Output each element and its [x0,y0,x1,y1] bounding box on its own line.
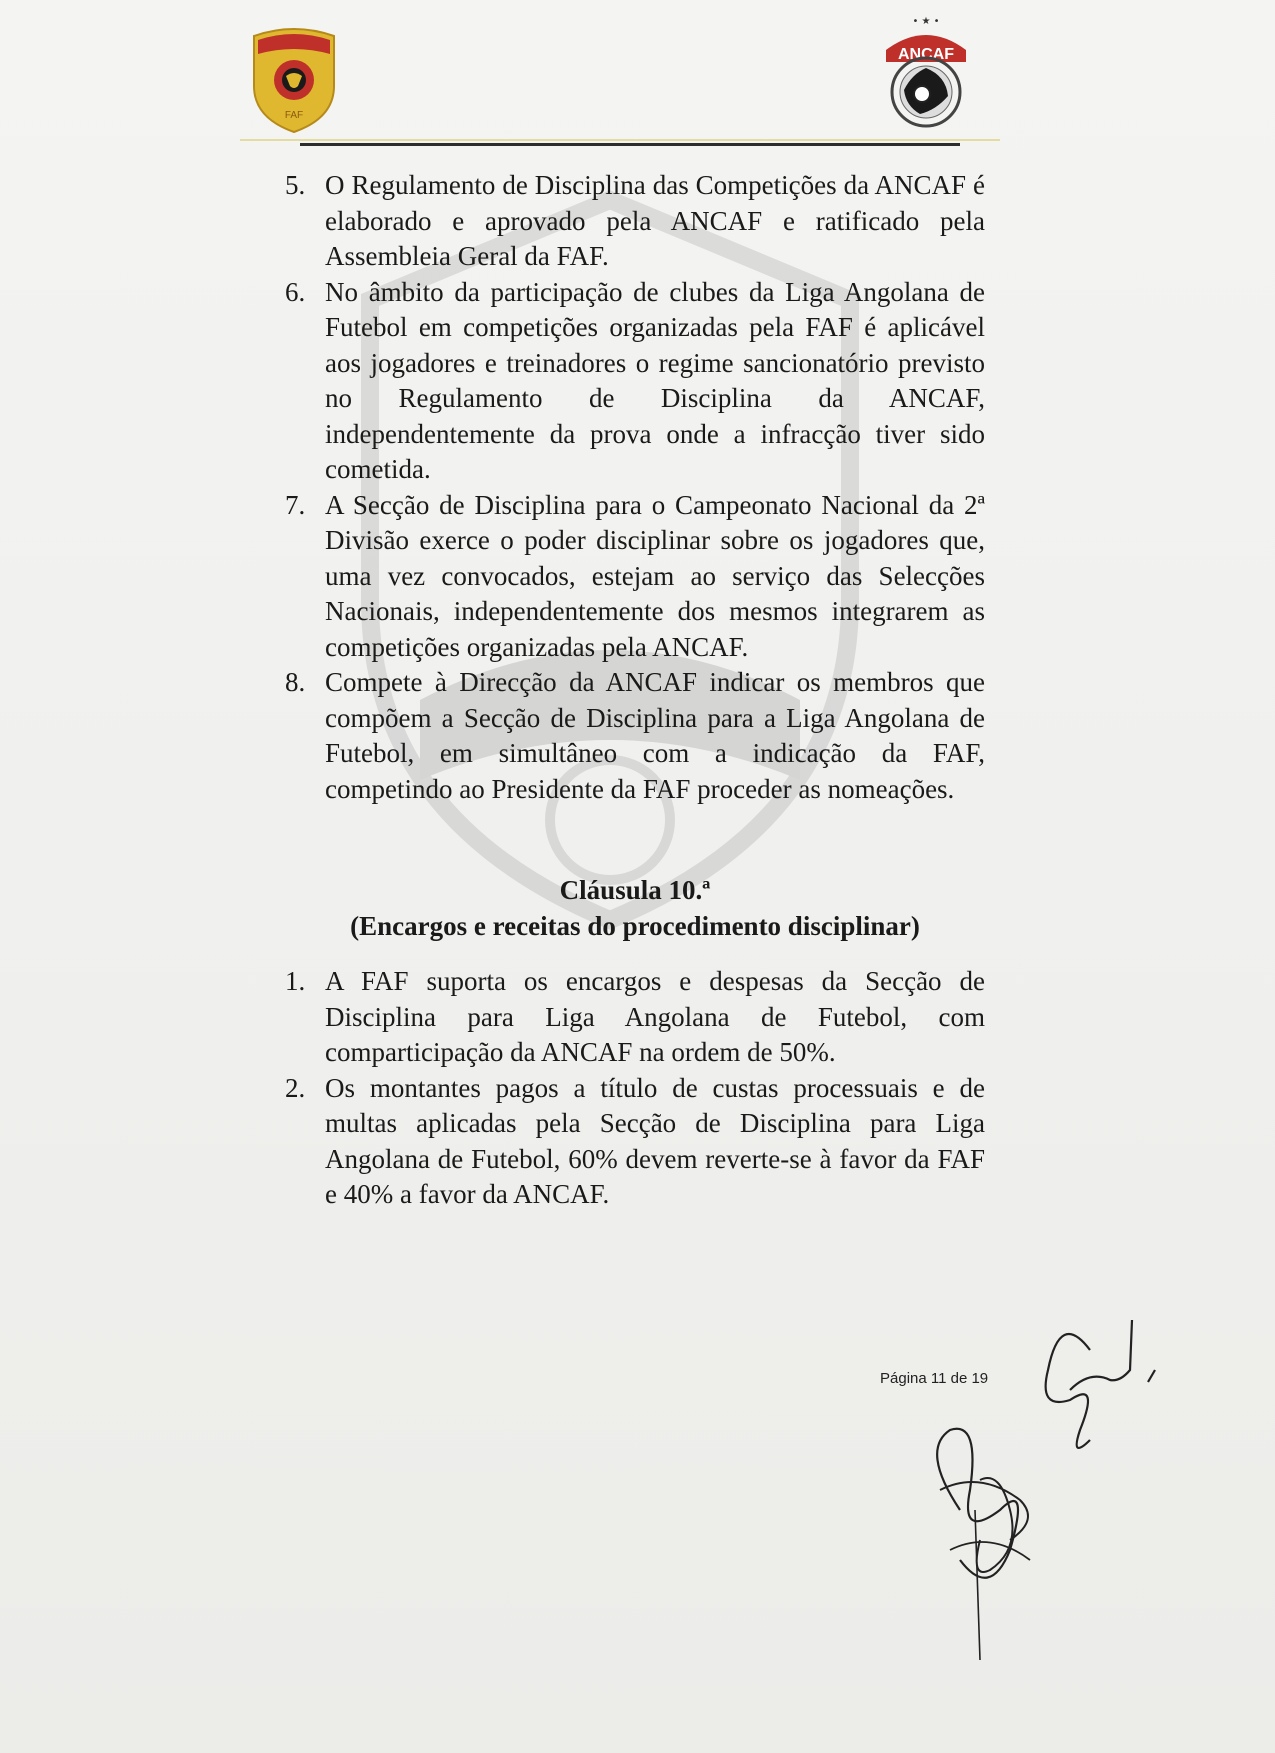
clause-subtitle: (Encargos e receitas do procedimento disciplinar) [350,911,920,941]
svg-text:FAF: FAF [284,110,304,121]
header-accent-line [240,139,1000,141]
page-number: Página 11 de 19 [880,1370,989,1387]
document-body [285,168,985,1213]
list-item: 1. A FAF suporta os encargos e despesas da Secção de Disciplina para Liga Angolana de Futebol, com comparticipação da ANCAF na ordem de 50%. [285,966,985,1067]
list-item: 6. No âmbito da participação de clubes da Liga Angolana de Futebol em competições organizadas pela FAF é aplicável aos jogadores e treinadores o regime sancionatório previsto no Regulamento de Disciplina da ANCAF, independentemente da prova onde a infracção tiver sido cometida. [285,276,985,484]
list-item: 5. O Regulamento de Disciplina das Competições da ANCAF é elaborado e aprovado pela ANCAF e ratificado pela Assembleia Geral da FAF. [285,170,985,271]
svg-text:ANCAF: ANCAF [898,46,954,63]
list-item: 7. A Secção de Disciplina para o Campeonato Nacional da 2ª Divisão exerce o poder disciplinar sobre os jogadores que, uma vez convocados, estejam ao serviço das Selecções Nacionais, independentemente dos mesmos integrarem as competições organizadas pela ANCAF. [285,489,985,662]
clause-title: Cláusula 10.ª [559,875,711,905]
list-item: 8. Compete à Direcção da ANCAF indicar os membros que compõem a Secção de Disciplina para a Liga Angolana de Futebol, em simultâneo com a indicação da FAF, competindo ao Presidente da FAF proceder as nomeações. [285,667,985,804]
faf-logo [248,26,340,136]
handwritten-signatures [920,1310,1220,1670]
clause-heading [285,872,985,944]
article-list-continued [285,168,985,807]
clause-list [285,964,985,1213]
header-rule [300,143,960,146]
svg-text:• ★ •: • ★ • [912,16,940,27]
ancaf-logo [876,10,976,132]
list-item: 2. Os montantes pagos a título de custas processuais e de multas aplicadas pela Secção de Disciplina para Liga Angolana de Futebol, 60% devem reverte-se à favor da FAF e 40% a favor da ANCAF. [285,1072,985,1209]
